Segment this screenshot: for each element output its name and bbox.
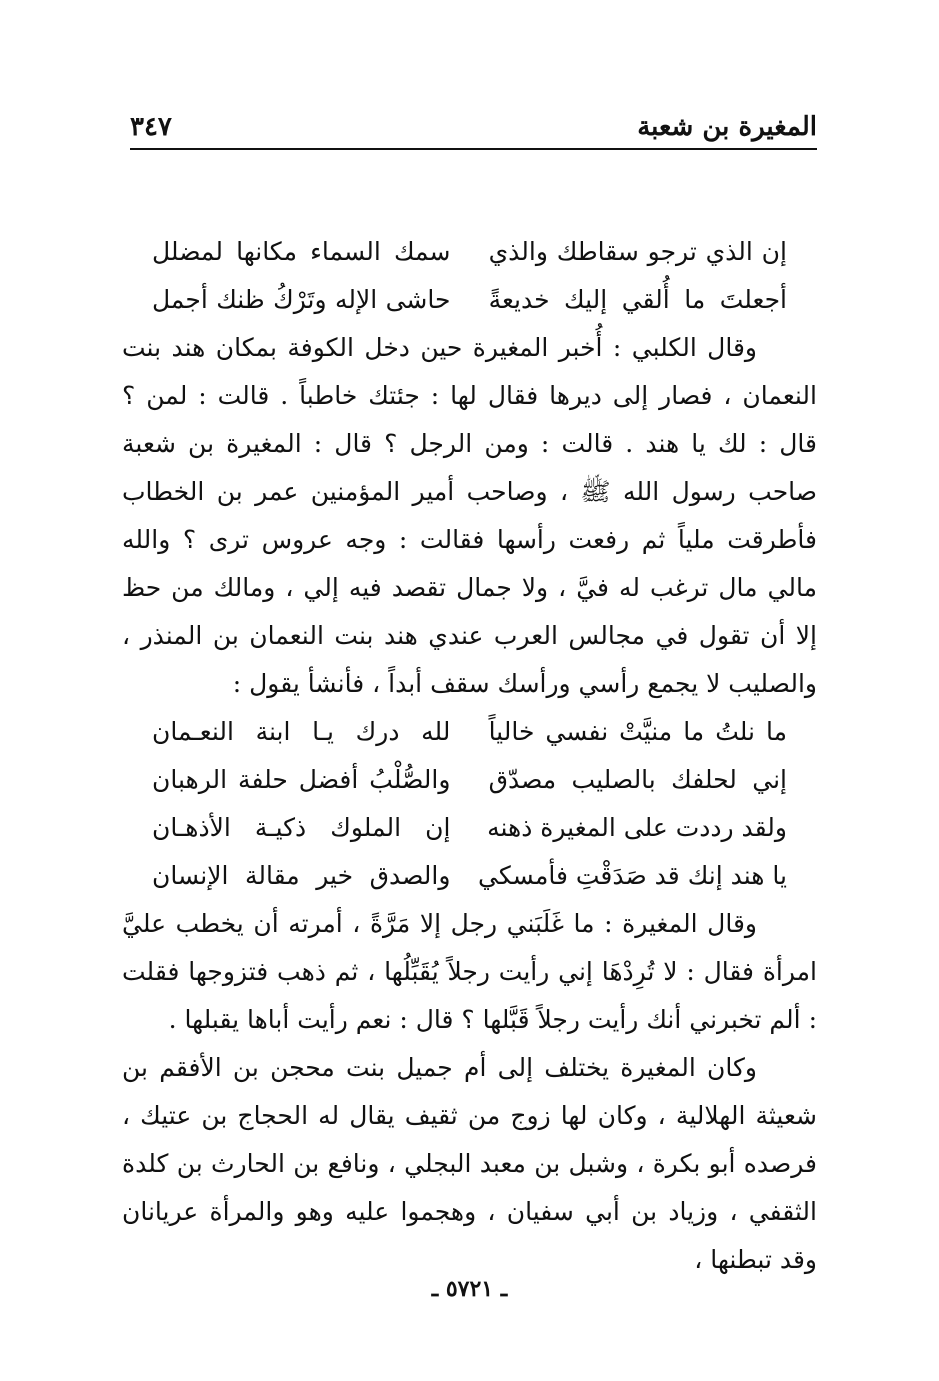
paragraph-umm-jamil: وكان المغيرة يختلف إلى أم جميل بنت محجن بن الأفقم بن شعيثة الهلالية ، وكان لها زوج من ثقيف يقال له الحجاج بن عتيك ، فرصده أبو بكرة ، وشبل بن معبد البجلي ، ونافع بن الحارث بن كلدة الثقفي ، وزياد بن أبي سفيان ، وهجموا عليه وهو والمرأة عريانان وقد تبطنها ، xyxy=(122,1053,817,1274)
verse-second-hemistich: لله درك يـا ابنة النعـمان xyxy=(152,717,451,746)
verse-first-hemistich: إني لحلفك بالصليب مصدّق xyxy=(488,765,787,794)
poem-verses-1 xyxy=(122,228,817,324)
verse-second-hemistich: والصُّلْبُ أفضل حلفة الرهبان xyxy=(152,765,451,794)
verse-second-hemistich: والصدق خير مقالة الإنسان xyxy=(152,861,451,890)
verse-line xyxy=(122,276,817,324)
body-text xyxy=(122,228,817,1284)
verse-first-hemistich: ولقد رددت على المغيرة ذهنه xyxy=(487,813,787,842)
verse-line xyxy=(122,852,817,900)
page-header xyxy=(130,98,817,150)
verse-line xyxy=(122,228,817,276)
paragraph-kalbi-narration: وقال الكلبي : أُخبر المغيرة حين دخل الكوفة بمكان هند بنت النعمان ، فصار إلى ديرها فقال لها : جئتك خاطباً . قالت : لمن ؟ قال : لك يا هند . قالت : ومن الرجل ؟ قال : المغيرة بن شعبة صاحب رسول الله ﷺ ، وصاحب أمير المؤمنين عمر بن الخطاب فأطرقت ملياً ثم رفعت رأسها فقالت : وجه عروس ترى ؟ والله مالي مال ترغب له فيَّ ، ولا جمال تقصد فيه إلي ، ومالك من حظ إلا أن تقول في مجالس العرب عندي هند بنت النعمان بن المنذر ، والصليب لا يجمع رأسي ورأسك سقف أبداً ، فأنشأ يقول : xyxy=(122,333,817,698)
verse-second-hemistich: حاشى الإله وتَرْكُ ظنك أجمل xyxy=(152,285,451,314)
verse-line xyxy=(122,756,817,804)
verse-line xyxy=(122,804,817,852)
verse-second-hemistich: إن الملوك ذكيـة الأذهـان xyxy=(152,813,451,842)
running-title: المغيرة بن شعبة xyxy=(637,112,817,142)
paragraph-mughira-anecdote: وقال المغيرة : ما غَلَبَني رجل إلا مَرَّةً ، أمرته أن يخطب عليَّ امرأة فقال : لا تُرِدْهَا إني رأيت رجلاً يُقَبِّلُها ، ثم ذهب فتزوجها فقلت : ألم تخبرني أنك رأيت رجلاً قَبَّلها ؟ قال : نعم رأيت أباها يقبلها . xyxy=(122,909,817,1034)
verse-first-hemistich: أجعلتَ ما أُلقي إليك خديعةً xyxy=(488,285,787,314)
verse-first-hemistich: يا هند إنك قد صَدَقْتِ فأمسكي xyxy=(478,861,787,890)
folio-number: ـ ٥٧٢١ ـ xyxy=(431,1276,508,1302)
verse-first-hemistich: إن الذي ترجو سقاطك والذي xyxy=(488,237,787,266)
page-number: ٣٤٧ xyxy=(130,112,172,142)
poem-verses-2 xyxy=(122,708,817,900)
verse-line xyxy=(122,708,817,756)
verse-second-hemistich: سمك السماء مكانها لمضلل xyxy=(152,237,451,266)
verse-first-hemistich: ما نلتُ ما منيَّتْ نفسي خالياً xyxy=(488,717,787,746)
